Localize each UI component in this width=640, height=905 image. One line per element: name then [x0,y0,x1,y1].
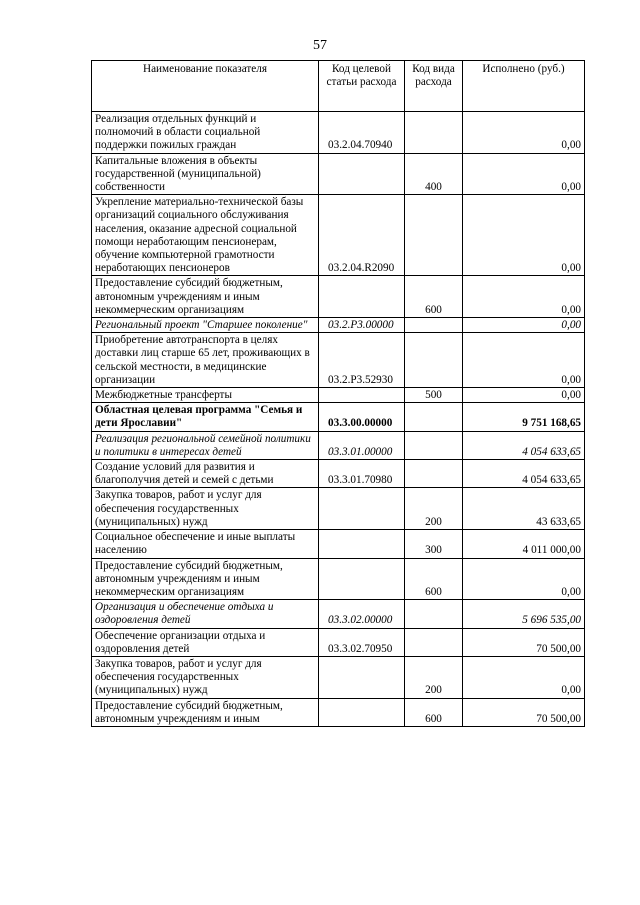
cell-expense-kind: 400 [405,153,463,195]
cell-expense-kind [405,318,463,333]
table-row [92,431,585,459]
cell-indicator-name: Закупка товаров, работ и услуг для обеспечения государственных (муниципальных) нужд [92,656,319,698]
cell-indicator-name: Приобретение автотранспорта в целях доставки лиц старше 65 лет, проживающих в сельской местности, в медицинские организации [92,333,319,388]
cell-expense-kind [405,112,463,154]
cell-executed-amount: 0,00 [463,333,585,388]
cell-indicator-name: Предоставление субсидий бюджетным, автономным учреждениям и иным некоммерческим организациям [92,276,319,318]
cell-expense-kind [405,460,463,488]
cell-target-code: 03.2.04.70940 [319,112,405,154]
cell-target-code [319,698,405,726]
cell-target-code: 03.3.02.70950 [319,628,405,656]
page-number: 57 [313,38,327,53]
cell-target-code: 03.2.04.R2090 [319,195,405,276]
cell-executed-amount: 0,00 [463,112,585,154]
cell-indicator-name: Укрепление материально-технической базы организаций социального обслуживания населения, оказание адресной социальной помощи неработающим пенсионерам, обучение компьютерной грамотности неработающих пенсионеров [92,195,319,276]
cell-target-code: 03.3.02.00000 [319,600,405,628]
cell-indicator-name: Реализация отдельных функций и полномочий в области социальной поддержки пожилых граждан [92,112,319,154]
table-row [92,460,585,488]
cell-expense-kind: 500 [405,388,463,403]
cell-indicator-name: Создание условий для развития и благополучия детей и семей с детьми [92,460,319,488]
cell-target-code: 03.3.01.00000 [319,431,405,459]
cell-expense-kind: 200 [405,656,463,698]
cell-indicator-name: Областная целевая программа "Семья и дети Ярославии" [92,403,319,431]
cell-expense-kind [405,333,463,388]
cell-executed-amount: 0,00 [463,656,585,698]
cell-target-code [319,530,405,558]
cell-executed-amount: 0,00 [463,318,585,333]
table-row [92,488,585,530]
cell-target-code: 03.3.01.70980 [319,460,405,488]
table-row [92,698,585,726]
header-expense-kind: Код вида расхода [405,61,463,112]
cell-executed-amount: 0,00 [463,195,585,276]
table-row [92,388,585,403]
table-row [92,112,585,154]
cell-expense-kind: 300 [405,530,463,558]
cell-target-code [319,388,405,403]
cell-executed-amount: 43 633,65 [463,488,585,530]
cell-expense-kind: 600 [405,276,463,318]
table-row [92,628,585,656]
cell-executed-amount: 0,00 [463,558,585,600]
cell-expense-kind [405,431,463,459]
cell-expense-kind [405,195,463,276]
cell-executed-amount: 0,00 [463,388,585,403]
cell-executed-amount: 0,00 [463,276,585,318]
cell-indicator-name: Социальное обеспечение и иные выплаты населению [92,530,319,558]
cell-indicator-name: Обеспечение организации отдыха и оздоровления детей [92,628,319,656]
cell-target-code [319,153,405,195]
table-row [92,656,585,698]
cell-expense-kind [405,628,463,656]
table-row [92,600,585,628]
table-body [92,112,585,727]
cell-target-code [319,276,405,318]
cell-target-code [319,488,405,530]
budget-execution-table [91,60,585,727]
header-indicator-name: Наименование показателя [92,61,319,112]
table-row [92,276,585,318]
cell-target-code: 03.3.00.00000 [319,403,405,431]
cell-executed-amount: 70 500,00 [463,628,585,656]
header-target-code: Код целевой статьи расхода [319,61,405,112]
cell-indicator-name: Реализация региональной семейной политики и политики в интересах детей [92,431,319,459]
cell-target-code: 03.2.P3.00000 [319,318,405,333]
cell-expense-kind: 600 [405,558,463,600]
table-row [92,318,585,333]
cell-indicator-name: Региональный проект "Старшее поколение" [92,318,319,333]
cell-indicator-name: Предоставление субсидий бюджетным, автономным учреждениям и иным [92,698,319,726]
table-row [92,153,585,195]
cell-indicator-name: Капитальные вложения в объекты государственной (муниципальной) собственности [92,153,319,195]
cell-target-code [319,656,405,698]
cell-indicator-name: Предоставление субсидий бюджетным, автономным учреждениям и иным некоммерческим организациям [92,558,319,600]
cell-indicator-name: Межбюджетные трансферты [92,388,319,403]
cell-indicator-name: Организация и обеспечение отдыха и оздоровления детей [92,600,319,628]
cell-target-code: 03.2.P3.52930 [319,333,405,388]
table-row [92,333,585,388]
cell-indicator-name: Закупка товаров, работ и услуг для обеспечения государственных (муниципальных) нужд [92,488,319,530]
cell-expense-kind [405,403,463,431]
table-row [92,530,585,558]
cell-executed-amount: 9 751 168,65 [463,403,585,431]
cell-expense-kind: 600 [405,698,463,726]
cell-executed-amount: 5 696 535,00 [463,600,585,628]
header-executed-amount: Исполнено (руб.) [463,61,585,112]
cell-target-code [319,558,405,600]
table-row [92,195,585,276]
cell-expense-kind [405,600,463,628]
cell-executed-amount: 4 011 000,00 [463,530,585,558]
cell-executed-amount: 4 054 633,65 [463,431,585,459]
cell-expense-kind: 200 [405,488,463,530]
table-row [92,558,585,600]
table-row [92,403,585,431]
cell-executed-amount: 70 500,00 [463,698,585,726]
table-header-row [92,61,585,112]
cell-executed-amount: 0,00 [463,153,585,195]
cell-executed-amount: 4 054 633,65 [463,460,585,488]
